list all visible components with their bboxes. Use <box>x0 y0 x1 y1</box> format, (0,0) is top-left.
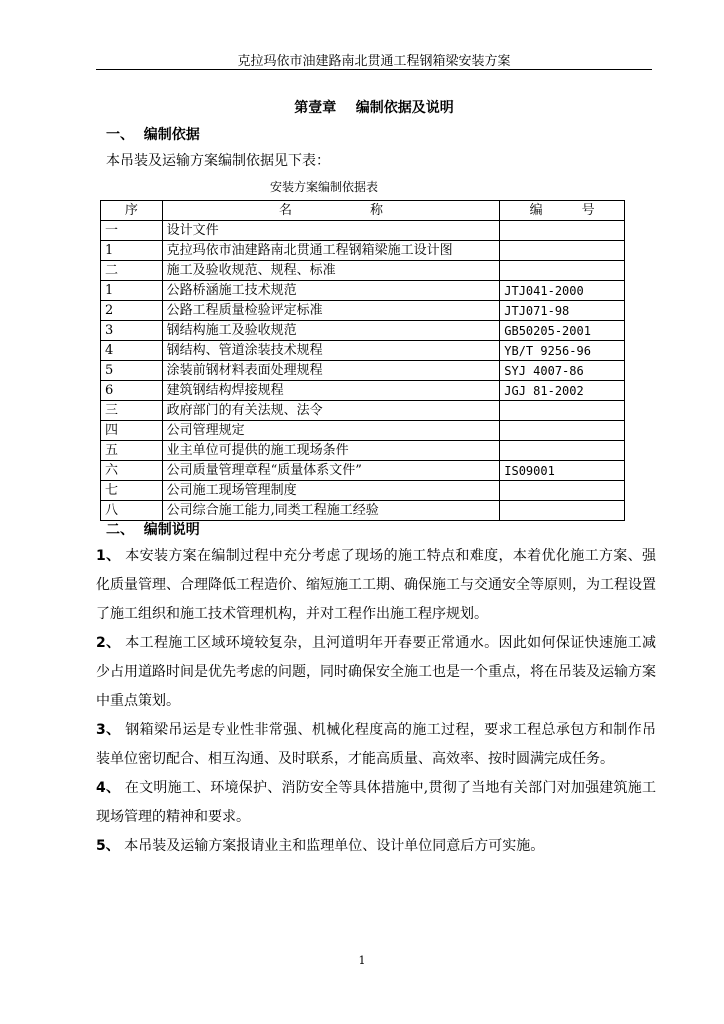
item-text: 本吊装及运输方案报请业主和监理单位、设计单位同意后方可实施。 <box>124 838 545 854</box>
table-row <box>101 321 625 341</box>
row-index: 3 <box>101 321 163 341</box>
explanation-item-3 <box>96 716 656 774</box>
row-index: 5 <box>101 361 163 381</box>
row-code: YB/T 9256-96 <box>500 341 625 361</box>
row-code: JTJ041-2000 <box>500 281 625 301</box>
row-index: 三 <box>101 401 163 421</box>
item-number: 3、 <box>96 722 121 738</box>
table-row <box>101 281 625 301</box>
explanation-body <box>96 542 656 861</box>
row-name: 建筑钢结构焊接规程 <box>162 381 500 401</box>
row-name: 设计文件 <box>162 221 500 241</box>
explanation-item-4 <box>96 774 656 832</box>
row-name: 公司管理规定 <box>162 421 500 441</box>
row-name: 涂装前钢材料表面处理规程 <box>162 361 500 381</box>
table-row <box>101 221 625 241</box>
row-index: 四 <box>101 421 163 441</box>
item-number: 1、 <box>96 548 121 564</box>
row-code: JTJ071-98 <box>500 301 625 321</box>
item-text: 本安装方案在编制过程中充分考虑了现场的施工特点和难度，本着优化施工方案、强化质量管理、合理降低工程造价、缩短施工工期、确保施工与交通安全等原则，为工程设置了施工组织和施工技术管理机构，并对工程作出施工程序规划。 <box>96 548 656 622</box>
document-header-title: 克拉玛依市油建路南北贯通工程钢箱梁安装方案 <box>237 54 511 69</box>
table-caption: 安装方案编制依据表 <box>270 180 379 194</box>
explanation-item-1 <box>96 542 656 629</box>
row-name: 钢结构施工及验收规范 <box>162 321 500 341</box>
basis-table <box>100 200 625 521</box>
row-index: 1 <box>101 281 163 301</box>
table-row <box>101 441 625 461</box>
item-text: 钢箱梁吊运是专业性非常强、机械化程度高的施工过程，要求工程总承包方和制作吊装单位密切配合、相互沟通、及时联系，才能高质量、高效率、按时圆满完成任务。 <box>96 722 656 767</box>
header-cell-index: 序 <box>101 201 163 221</box>
row-code: GB50205-2001 <box>500 321 625 341</box>
header-divider <box>96 69 652 70</box>
header-cell-code: 编 号 <box>500 201 625 221</box>
table-row <box>101 501 625 521</box>
row-index: 五 <box>101 441 163 461</box>
row-index: 4 <box>101 341 163 361</box>
table-row <box>101 241 625 261</box>
row-code <box>500 401 625 421</box>
table-header-row <box>101 201 625 221</box>
row-index: 七 <box>101 481 163 501</box>
table-row <box>101 461 625 481</box>
section-heading-basis: 一、 编制依据 <box>106 127 200 143</box>
table-row <box>101 341 625 361</box>
item-number: 2、 <box>96 635 121 651</box>
row-index: 六 <box>101 461 163 481</box>
explanation-item-2 <box>96 629 656 716</box>
item-text: 在文明施工、环境保护、消防安全等具体措施中,贯彻了当地有关部门对加强建筑施工现场管理的精神和要求。 <box>96 780 656 825</box>
row-name: 公司施工现场管理制度 <box>162 481 500 501</box>
row-index: 一 <box>101 221 163 241</box>
row-code: IS09001 <box>500 461 625 481</box>
row-name: 公路工程质量检验评定标准 <box>162 301 500 321</box>
table-row <box>101 381 625 401</box>
section-heading-explanation: 二、 编制说明 <box>106 522 200 538</box>
row-code <box>500 481 625 501</box>
row-code <box>500 421 625 441</box>
row-code: JGJ 81-2002 <box>500 381 625 401</box>
page-number: 1 <box>358 954 366 967</box>
row-code <box>500 261 625 281</box>
item-number: 4、 <box>96 780 121 796</box>
row-code <box>500 501 625 521</box>
header-cell-name: 名 称 <box>162 201 500 221</box>
row-name: 公司质量管理章程“质量体系文件” <box>162 461 500 481</box>
row-code <box>500 221 625 241</box>
chapter-title: 第壹章 编制依据及说明 <box>294 100 454 116</box>
row-name: 政府部门的有关法规、法令 <box>162 401 500 421</box>
row-index: 1 <box>101 241 163 261</box>
table-row <box>101 361 625 381</box>
table-row <box>101 401 625 421</box>
row-index: 6 <box>101 381 163 401</box>
explanation-item-5 <box>96 832 656 861</box>
table-row <box>101 301 625 321</box>
table-row <box>101 481 625 501</box>
row-name: 公司综合施工能力,同类工程施工经验 <box>162 501 500 521</box>
row-code: SYJ 4007-86 <box>500 361 625 381</box>
item-text: 本工程施工区域环境较复杂，且河道明年开春要正常通水。因此如何保证快速施工减少占用道路时间是优先考虑的问题，同时确保安全施工也是一个重点，将在吊装及运输方案中重点策划。 <box>96 635 656 709</box>
row-code <box>500 241 625 261</box>
row-index: 2 <box>101 301 163 321</box>
table-row <box>101 421 625 441</box>
row-name: 业主单位可提供的施工现场条件 <box>162 441 500 461</box>
row-name: 施工及验收规范、规程、标准 <box>162 261 500 281</box>
row-name: 克拉玛依市油建路南北贯通工程钢箱梁施工设计图 <box>162 241 500 261</box>
row-name: 公路桥涵施工技术规范 <box>162 281 500 301</box>
row-index: 二 <box>101 261 163 281</box>
row-code <box>500 441 625 461</box>
row-index: 八 <box>101 501 163 521</box>
intro-text: 本吊装及运输方案编制依据见下表： <box>106 153 330 169</box>
row-name: 钢结构、管道涂装技术规程 <box>162 341 500 361</box>
table-row <box>101 261 625 281</box>
item-number: 5、 <box>96 838 120 854</box>
